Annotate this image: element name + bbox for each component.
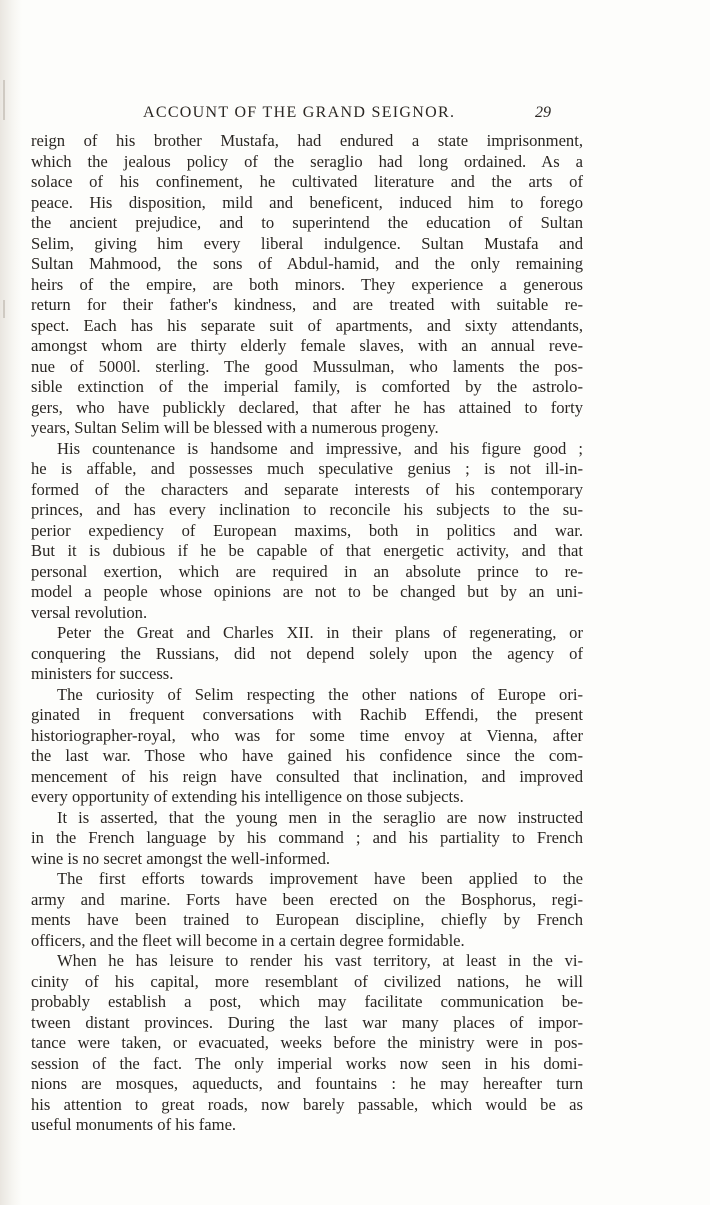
text-line: useful monuments of his fame. xyxy=(31,1115,237,1134)
text-line: in the French language by his command ; and his partiality to French xyxy=(31,828,583,847)
text-line: amongst whom are thirty elderly female slaves, with an annual reve- xyxy=(31,336,583,355)
text-line: heirs of the empire, are both minors. They experience a generous xyxy=(31,274,583,294)
text-line: perior expediency of European maxims, both in politics and war. xyxy=(31,520,583,540)
text-line: But it is dubious if he be capable of that energetic activity, and that xyxy=(31,541,583,560)
text-line: conquering the Russians, did not depend solely upon the agency of xyxy=(31,643,583,663)
text-line: peace. His disposition, mild and beneficent, induced him to forego xyxy=(31,192,583,212)
text-line: the last war. Those who have gained his confidence since the com- xyxy=(31,746,583,765)
text-line: every opportunity of extending his intelligence on those subjects. xyxy=(31,787,464,806)
text-line: ments have been trained to European discipline, chiefly by French xyxy=(31,910,583,929)
text-line: historiographer-royal, who was for some time envoy at Vienna, after xyxy=(31,725,583,745)
text-line: personal exertion, which are required in an absolute prince to re- xyxy=(31,561,583,581)
text-line: wine is no secret amongst the well-informed. xyxy=(31,848,331,868)
text-line: princes, and has every inclination to reconcile his subjects to the su- xyxy=(31,500,583,519)
text-line: When he has leisure to render his vast territory, at least in the vi- xyxy=(57,951,583,970)
text-line: ministers for success. xyxy=(31,664,174,683)
text-line: his attention to great roads, now barely passable, which would be as xyxy=(31,1094,583,1114)
text-line: spect. Each has his separate suit of apartments, and sixty attendants, xyxy=(31,315,583,335)
text-line: ginated in frequent conversations with Rachib Effendi, the present xyxy=(31,705,583,724)
text-line: army and marine. Forts have been erected on the Bosphorus, regi- xyxy=(31,889,583,909)
text-line: which the jealous policy of the seraglio had long ordained. As a xyxy=(31,151,583,171)
text-line: It is asserted, that the young men in the seraglio are now instructed xyxy=(57,807,583,827)
text-line: mencement of his reign have consulted that inclination, and improved xyxy=(31,766,583,786)
text-line: Peter the Great and Charles XII. in their plans of regenerating, or xyxy=(57,623,583,642)
text-line: session of the fact. The only imperial works now seen in his domi- xyxy=(31,1053,583,1073)
text-line: model a people whose opinions are not to be changed but by an uni- xyxy=(31,582,583,601)
text-line: The curiosity of Selim respecting the other nations of Europe ori- xyxy=(57,684,583,704)
text-line: sible extinction of the imperial family, is comforted by the astrolo- xyxy=(31,377,583,396)
text-line: His countenance is handsome and impressive, and his figure good ; xyxy=(57,438,583,458)
text-line: formed of the characters and separate interests of his contemporary xyxy=(31,479,583,499)
text-line: tance were taken, or evacuated, weeks before the ministry were in pos- xyxy=(31,1033,583,1052)
text-line: The first efforts towards improvement have been applied to the xyxy=(57,869,583,888)
running-head: ACCOUNT OF THE GRAND SEIGNOR. xyxy=(143,104,456,121)
text-line: reign of his brother Mustafa, had endured a state imprisonment, xyxy=(31,131,583,150)
body-text xyxy=(31,131,583,1136)
text-line: the ancient prejudice, and to superintend the education of Sultan xyxy=(31,213,583,232)
text-line: gers, who have publickly declared, that after he has attained to forty xyxy=(31,397,583,417)
page-header xyxy=(143,104,583,126)
text-line: solace of his confinement, he cultivated literature and the arts of xyxy=(31,172,583,191)
text-line: return for their father's kindness, and are treated with suitable re- xyxy=(31,295,583,314)
text-line: Selim, giving him every liberal indulgence. Sultan Mustafa and xyxy=(31,233,583,253)
gutter-speck xyxy=(3,300,5,318)
text-line: officers, and the fleet will become in a certain degree formidable. xyxy=(31,930,465,950)
text-line: versal revolution. xyxy=(31,602,148,622)
page-gutter-shadow xyxy=(0,0,22,1205)
text-line: years, Sultan Selim will be blessed with a numerous progeny. xyxy=(31,418,439,437)
text-line: probably establish a post, which may facilitate communication be- xyxy=(31,992,583,1011)
text-line: Sultan Mahmood, the sons of Abdul-hamid, and the only remaining xyxy=(31,254,583,273)
gutter-speck xyxy=(3,80,5,120)
text-line: he is affable, and possesses much speculative genius ; is not ill-in- xyxy=(31,459,583,478)
text-line: tween distant provinces. During the last war many places of impor- xyxy=(31,1012,583,1032)
text-line: nions are mosques, aqueducts, and fountains : he may hereafter turn xyxy=(31,1074,583,1093)
page-number: 29 xyxy=(535,104,551,121)
text-line: cinity of his capital, more resemblant of civilized nations, he will xyxy=(31,971,583,991)
text-line: nue of 5000l. sterling. The good Mussulman, who laments the pos- xyxy=(31,356,583,376)
